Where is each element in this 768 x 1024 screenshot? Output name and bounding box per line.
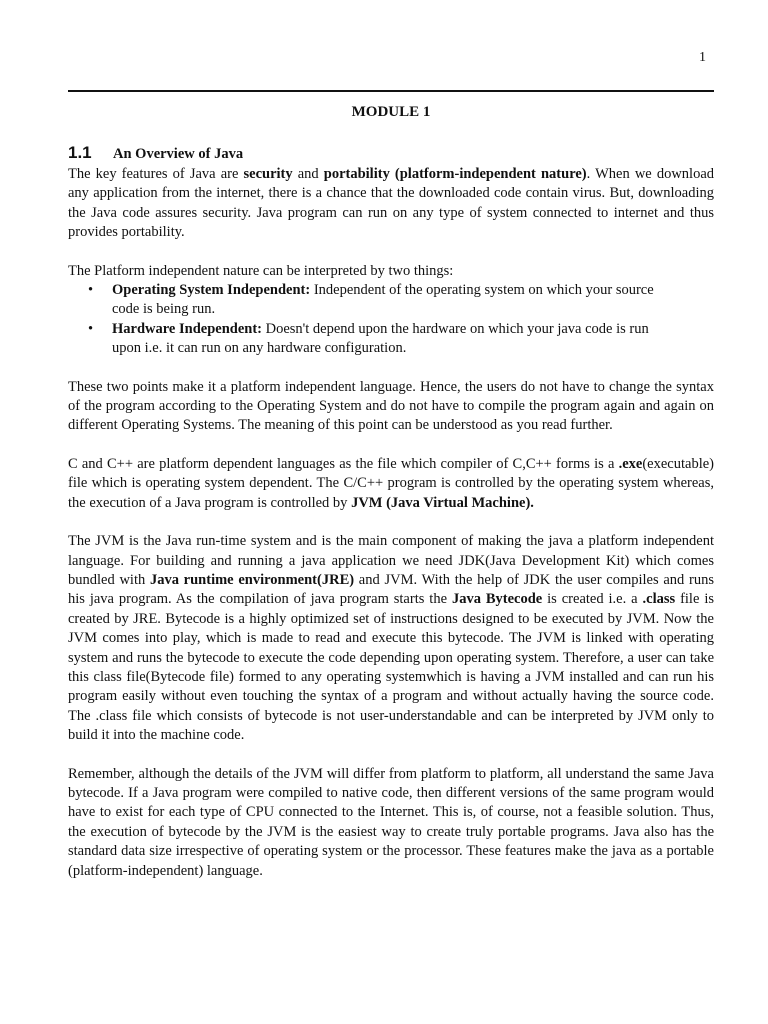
paragraph-platform-intro: The Platform independent nature can be interpreted by two things: (68, 262, 454, 279)
paragraph-platform-independent: These two points make it a platform independent language. Hence, the users do not have to change the syntax of the program according to the Operating System and do not have to compile the program again and again on different Operating Systems. The meaning of this point can be understood as you read further. (68, 378, 714, 434)
section-title: An Overview of Java (113, 146, 244, 162)
paragraph-key-features: The key features of Java are security and portability (platform-independent nature). When we download any application from the internet, there is a chance that the downloaded code contain virus. But, downloading the Java code assures security. Java program can run on any type of system connected to internet and thus provides portability. (68, 166, 715, 241)
bullet-icon: • (88, 320, 94, 337)
paragraph-remember: Remember, although the details of the JVM will differ from platform to platform, all understand the same Java bytecode. If a Java program were compiled to native code, then different versions of the same program would have to exist for each type of CPU connected to the Internet. This is, of course, not a feasible solution. Thus, the execution of bytecode by the JVM is the easiest way to create truly portable programs. Java also has the standard data size irrespective of operating system or the processor. These features make the java as a portable (platform-independent) language. (68, 765, 714, 879)
term-exe: .exe (618, 455, 643, 472)
list-item-text: Doesn't depend upon the hardware on which your java code is run upon i.e. it can run on any hardware configuration. (112, 320, 649, 357)
term-class: .class (642, 591, 676, 608)
term-jvm: JVM (Java Virtual Machine). (351, 494, 534, 511)
list-item-term: Operating System Independent: (112, 282, 311, 299)
bullet-icon: • (88, 282, 94, 299)
feature-list (68, 281, 673, 359)
list-item-text: Independent of the operating system on which your source code is being run. (112, 282, 654, 318)
document-body (68, 102, 714, 881)
header-rule (68, 90, 714, 92)
term-jre: Java runtime environment(JRE) (149, 571, 355, 588)
section-heading (68, 142, 714, 165)
list-item-term: Hardware Independent: (112, 320, 262, 337)
list-item (68, 281, 673, 320)
paragraph-jvm: The JVM is the Java run-time system and is the main component of making the java a platform independent language. For building and running a java application we need JDK(Java Development Kit) which comes bundled with Java runtime environment(JRE) and JVM. With the help of JDK the user compiles and runs his java program. As the compilation of java program starts the Java Bytecode is created i.e. a .class file is created by JRE. Bytecode is a highly optimized set of instructions designed to be executed by JVM. Now the JVM comes into play, which is made to read and execute this bytecode. The JVM is linked with operating system and runs the bytecode to execute the code depending upon operating system. Therefore, a user can take this class file(Bytecode file) formed to any operating systemwhich is having a JVM installed and can run his program easily without even touching the syntax of a program and without actually having the source code. The .class file which consists of bytecode is not user-understandable and can be interpreted by JVM only to build it into the machine code. (68, 533, 714, 744)
term-security: security (243, 166, 293, 182)
list-item (68, 320, 673, 359)
paragraph-c-cpp: C and C++ are platform dependent languages as the file which compiler of C,C++ forms is a .exe(executable) file which is operating system dependent. The C/C++ program is controlled by the operating system whereas, the execution of a Java program is controlled by JVM (Java Virtual Machine). (68, 455, 714, 511)
term-bytecode: Java Bytecode (451, 591, 543, 608)
section-number: 1.1 (68, 143, 92, 162)
module-title: MODULE 1 (351, 104, 431, 120)
term-portability: portability (platform-independent nature) (323, 166, 587, 182)
page-number: 1 (699, 50, 706, 65)
